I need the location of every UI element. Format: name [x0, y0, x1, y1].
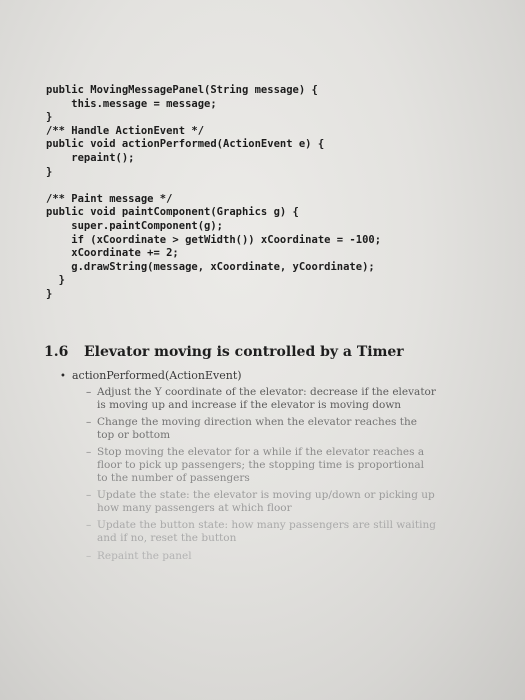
section-number: 1.6: [44, 344, 69, 360]
code-line: public void actionPerformed(ActionEvent e) {: [46, 138, 325, 151]
dash-marker: –: [86, 446, 92, 459]
dash-marker: –: [86, 489, 92, 502]
bullet-marker: •: [60, 371, 66, 382]
bullet-label: actionPerformed(ActionEvent): [72, 369, 242, 382]
code-line: public void paintComponent(Graphics g) {: [46, 206, 299, 219]
code-block: [46, 84, 381, 302]
list-item: [86, 550, 436, 563]
list-item-text: Update the state: the elevator is moving up/down or picking up how many passengers at which floor: [97, 489, 435, 514]
list-item: [86, 519, 436, 544]
list-item: [86, 446, 436, 484]
list-item: [86, 386, 436, 411]
section-title: Elevator moving is controlled by a Timer: [84, 344, 404, 360]
code-line: /** Handle ActionEvent */: [46, 124, 205, 137]
code-line: /** Paint message */: [46, 192, 173, 205]
code-line: }: [46, 287, 53, 300]
list-item-text: Adjust the Y coordinate of the elevator: decrease if the elevator is moving up and increase if the elevator is moving down: [97, 386, 436, 411]
list-item: [86, 416, 436, 441]
dash-marker: –: [86, 549, 92, 562]
dash-marker: –: [86, 519, 92, 532]
code-line: super.paintComponent(g);: [46, 219, 224, 232]
code-line: if (xCoordinate > getWidth()) xCoordinate = -100;: [46, 233, 382, 246]
bullet-item: [60, 369, 242, 382]
code-line: }: [46, 274, 65, 287]
code-line: g.drawString(message, xCoordinate, yCoordinate);: [46, 260, 375, 273]
code-line: this.message = message;: [46, 97, 217, 110]
section-heading: [44, 344, 404, 360]
code-line: repaint();: [46, 151, 135, 164]
dash-marker: –: [86, 416, 92, 429]
code-line: public MovingMessagePanel(String message) {: [46, 84, 318, 96]
list-item-text: Stop moving the elevator for a while if the elevator reaches a floor to pick up passengers; the stopping time is proportional to the number of passengers: [97, 446, 425, 484]
subitem-list: [86, 386, 436, 567]
list-item-text: Change the moving direction when the elevator reaches the top or bottom: [97, 416, 417, 441]
code-line: }: [46, 111, 53, 124]
dash-marker: –: [86, 386, 92, 398]
list-item: [86, 489, 436, 514]
code-line: }: [46, 165, 53, 178]
list-item-text: Repaint the panel: [97, 549, 192, 562]
code-line: xCoordinate += 2;: [46, 247, 179, 260]
code-line: [46, 179, 381, 193]
list-item-text: Update the button state: how many passengers are still waiting and if no, reset the button: [97, 519, 436, 544]
